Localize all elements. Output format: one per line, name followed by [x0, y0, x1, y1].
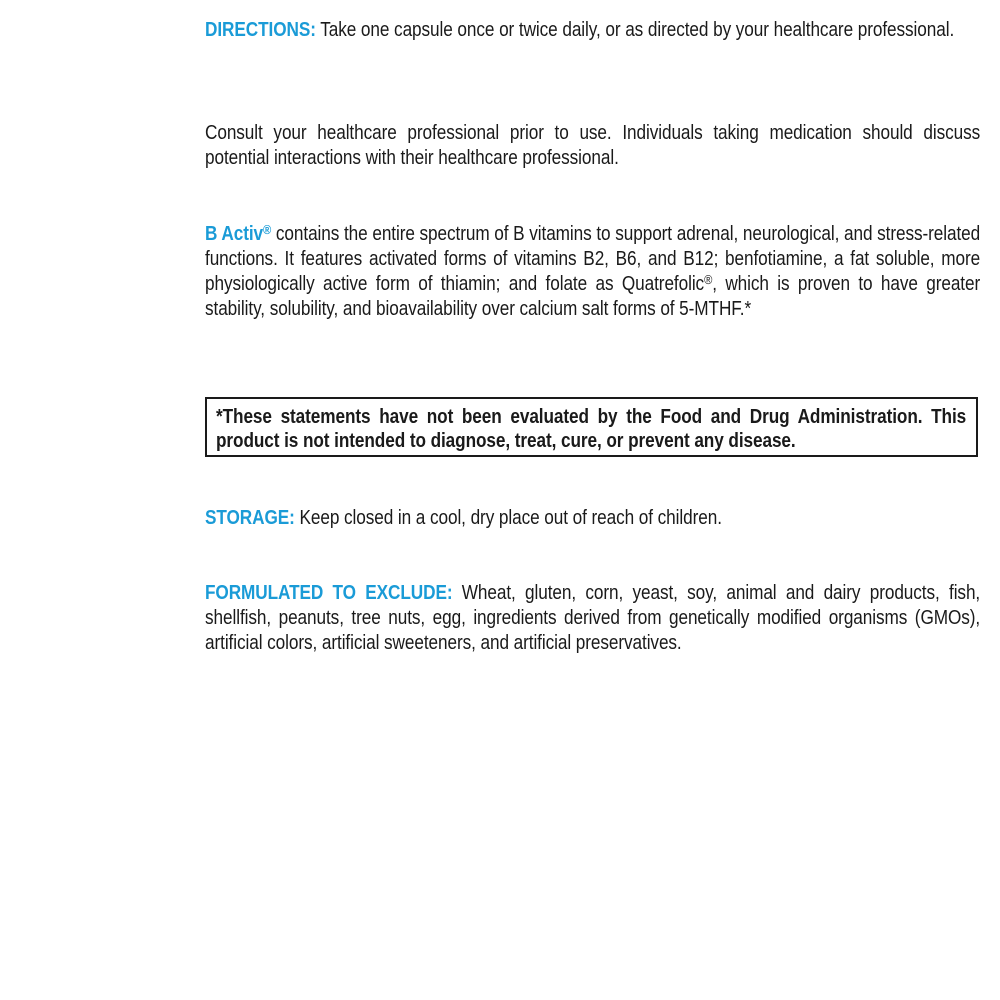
- registered-mark: ®: [263, 222, 272, 237]
- fda-disclaimer-text: *These statements have not been evaluated by the Food and Drug Administration. This product is not intended to diagnose, treat, cure, or prevent any disease.: [216, 406, 967, 452]
- consult-text: Consult your healthcare professional prior to use. Individuals taking medication should discuss potential interactions with their healthcare professional.: [205, 122, 981, 169]
- fda-disclaimer-box: [205, 397, 978, 457]
- registered-mark-2: ®: [704, 272, 713, 287]
- product-description-text-2: , which is proven to have greater stability, solubility, and bioavailability over calcium salt forms of 5-MTHF.*: [205, 273, 981, 320]
- directions-text: Take one capsule once or twice daily, or as directed by your healthcare professional.: [315, 19, 955, 41]
- exclusions-text: Wheat, gluten, corn, yeast, soy, animal and dairy products, fish, shellfish, peanuts, tree nuts, egg, ingredients derived from genetically modified organisms (GMOs), artificial colors, artificial sweeteners, and artificial preservatives.: [205, 582, 981, 654]
- directions-heading: DIRECTIONS:: [205, 19, 316, 41]
- product-description-text-1: contains the entire spectrum of B vitamins to support adrenal, neurological, and stress-related functions. It features activated forms of vitamins B2, B6, and B12; benfotiamine, a fat soluble, more physiologically active form of thiamin; and folate as Quatrefolic: [205, 223, 981, 295]
- product-name: B Activ: [205, 223, 264, 245]
- storage-heading: STORAGE:: [205, 507, 295, 529]
- consult-paragraph: [205, 121, 980, 171]
- product-description-paragraph: [205, 222, 980, 322]
- storage-text: Keep closed in a cool, dry place out of reach of children.: [294, 507, 722, 529]
- directions-paragraph: [205, 18, 980, 43]
- storage-paragraph: [205, 506, 980, 531]
- exclusions-heading: FORMULATED TO EXCLUDE:: [205, 582, 453, 604]
- exclusions-paragraph: [205, 581, 980, 656]
